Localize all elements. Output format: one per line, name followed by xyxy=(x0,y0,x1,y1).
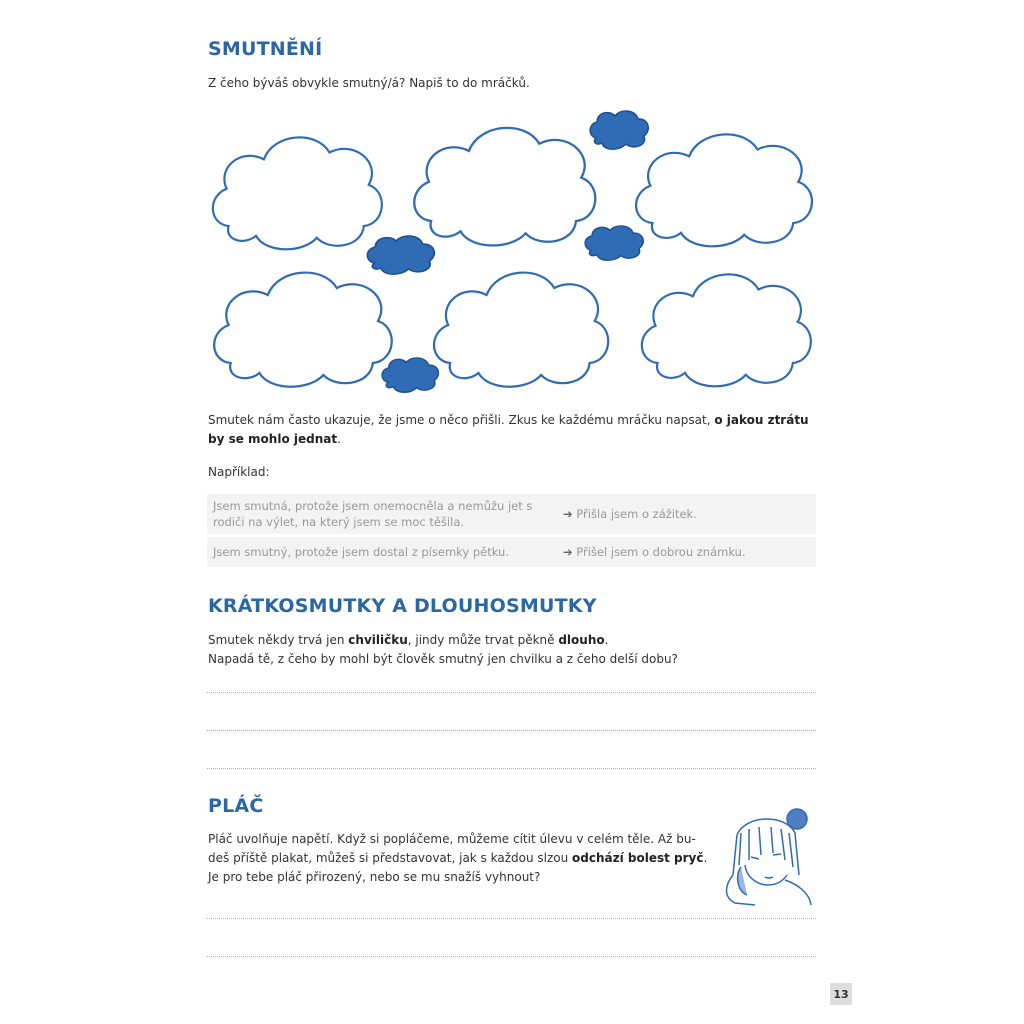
crying-girl-illustration xyxy=(715,805,815,910)
example-row: Jsem smutný, protože jsem dostal z písemky pětku. ➔ Přišel jsem o dobrou známku. xyxy=(207,534,816,567)
cloud-2[interactable] xyxy=(414,128,595,246)
answer-line[interactable] xyxy=(207,768,816,769)
clouds-illustration xyxy=(0,0,1024,420)
arrow-icon: ➔ xyxy=(563,507,573,521)
dark-cloud-1 xyxy=(590,111,648,149)
cloud-6[interactable] xyxy=(642,274,811,386)
cloud-1[interactable] xyxy=(213,137,382,249)
section-title-kratkosmutky: KRÁTKOSMUTKY A DLOUHOSMUTKY xyxy=(208,595,597,617)
answer-line[interactable] xyxy=(207,918,816,919)
dark-cloud-4 xyxy=(382,358,438,392)
example-table xyxy=(207,494,816,567)
dark-cloud-3 xyxy=(585,226,643,260)
answer-line[interactable] xyxy=(207,692,816,693)
cloud-3[interactable] xyxy=(636,134,812,246)
answer-line[interactable] xyxy=(207,956,816,957)
answer-line[interactable] xyxy=(207,730,816,731)
cloud-4[interactable] xyxy=(214,273,392,387)
loss-instruction: Smutek nám často ukazuje, že jsme o něco přišli. Zkus ke každému mráčku napsat, o jakou ztrátu by se mohlo jednat. xyxy=(208,413,809,446)
arrow-icon: ➔ xyxy=(563,545,573,559)
page-number: 13 xyxy=(830,983,852,1005)
cloud-prompt: Z čeho býváš obvykle smutný/á? Napiš to do mráčků. xyxy=(208,76,530,90)
cloud-5[interactable] xyxy=(434,273,608,387)
section-title-plac: PLÁČ xyxy=(208,795,264,817)
dark-cloud-2 xyxy=(367,236,434,274)
section-title-smutneni: SMUTNĚNÍ xyxy=(208,38,323,60)
crying-text: Pláč uvolňuje napětí. Když si popláčeme, můžeme cítit úlevu v celém těle. Až bu- deš příště plakat, můžeš si představovat, jak s každou slzou odchází bolest pryč. Je pro tebe pláč přirozený, nebo se mu snažíš vyhnout? xyxy=(208,832,708,884)
duration-text: Smutek někdy trvá jen chviličku, jindy může trvat pěkně dlouho. Napadá tě, z čeho by mohl být člověk smutný jen chvilku a z čeho delší dobu? xyxy=(208,633,678,666)
example-row: Jsem smutná, protože jsem onemocněla a nemůžu jet s rodiči na výlet, na který jsem se moc těšila. ➔ Přišla jsem o zážitek. xyxy=(213,499,697,529)
example-label: Například: xyxy=(208,465,270,479)
